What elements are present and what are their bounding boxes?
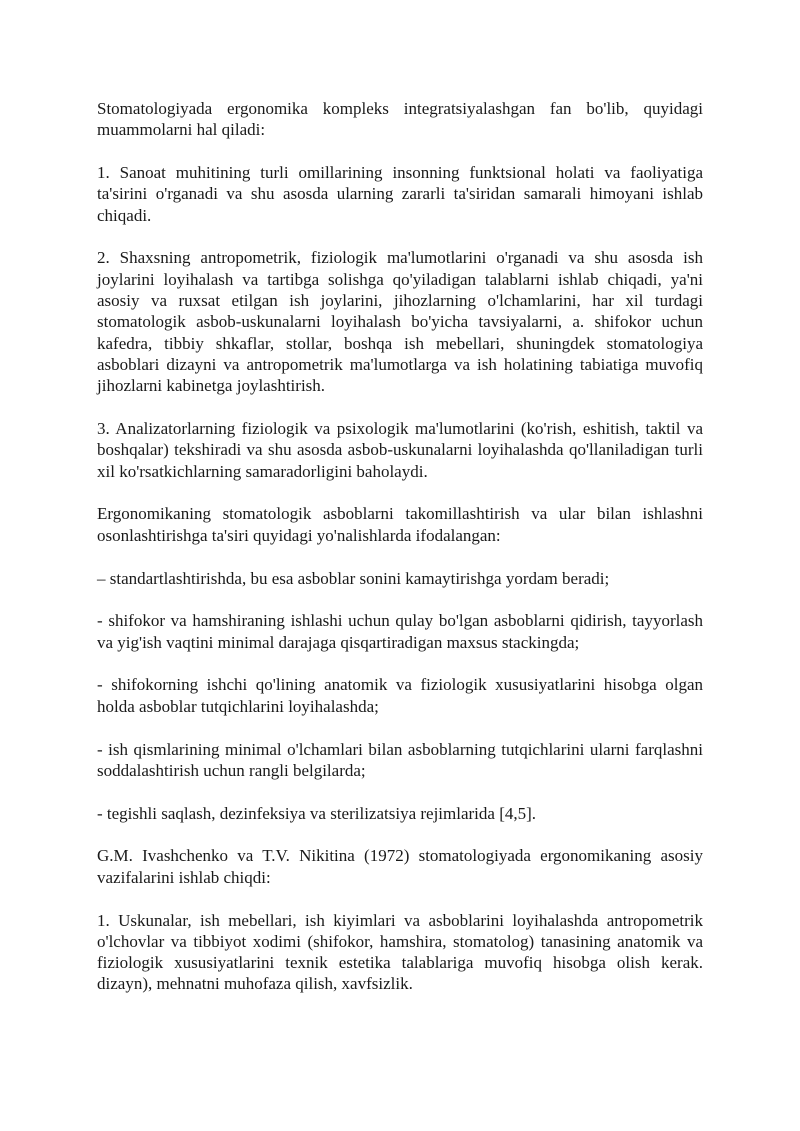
ivashchenko-intro-paragraph: G.M. Ivashchenko va T.V. Nikitina (1972) stomatologiyada ergonomikaning asosiy vazifalarini ishlab chiqdi: [97,846,703,887]
direction-handles-item: - shifokorning ishchi qo'lining anatomik va fiziologik xususiyatlarini hisobga olgan holda asboblar tutqichlarini loyihalashda; [97,675,703,716]
task-1-paragraph: 1. Sanoat muhitining turli omillarining insonning funktsional holati va faoliyatiga ta'sirini o'rganadi va shu asosda ularning zararli ta'siridan samarali himoyani ishlab chiqadi. [97,163,703,225]
direction-stacking-item: - shifokor va hamshiraning ishlashi uchun qulay bo'lgan asboblarni qidirish, tayyorlash va yig'ish vaqtini minimal darajaga qisqartiradigan maxsus stackingda; [97,611,703,652]
intro-paragraph: Stomatologiyada ergonomika kompleks integratsiyalashgan fan bo'lib, quyidagi muammolarni hal qiladi: [97,99,703,140]
direction-standardization-item: – standartlashtirishda, bu esa asboblar sonini kamaytirishga yordam beradi; [97,568,610,588]
task-2-paragraph: 2. Shaxsning antropometrik, fiziologik ma'lumotlarini o'rganadi va shu asosda ish joylarini loyihalash va tartibga solishga qo'yiladigan talablarni ishlab chiqadi, ya'ni asosiy va ruxsat etilgan ish joylarini, jihozlarning o'lchamlarini, har xil turdagi stomatologik asbob-uskunalarni loyihalash bo'yicha tavsiyalarni, a. shifokor uchun kafedra, tibbiy shkaflar, stollar, boshqa ish mebellari, shuningdek stomatologiya asboblari dizayni va antropometrik ma'lumotlarga va ish holatining tabiatiga muvofiq jihozlarni kabinetga joylashtirish. [97,248,703,396]
ivashchenko-task-1-paragraph: 1. Uskunalar, ish mebellari, ish kiyimlari va asboblarini loyihalashda antropometrik o'lchovlar va tibbiyot xodimi (shifokor, hamshira, stomatolog) tanasining anatomik va fiziologik xususiyatlarini texnik estetika talablariga muvofiq hisobga olish kerak. dizayn), mehnatni muhofaza qilish, xavfsizlik. [97,910,703,994]
task-3-paragraph: 3. Analizatorlarning fiziologik va psixologik ma'lumotlarini (ko'rish, eshitish, taktil va boshqalar) tekshiradi va shu asosda asbob-uskunalarni loyihalashda qo'llaniladigan turli xil ko'rsatkichlarning samaradorligini baholaydi. [97,419,703,481]
document-page [97,98,703,995]
direction-color-marking-item: - ish qismlarining minimal o'lchamlari bilan asboblarning tutqichlarini ularni farqlashni soddalashtirish uchun rangli belgilarda; [97,739,703,780]
directions-intro-paragraph: Ergonomikaning stomatologik asboblarni takomillashtirish va ular bilan ishlashni osonlashtirishga ta'siri quyidagi yo'nalishlarda ifodalangan: [97,504,703,545]
direction-sterilization-item: - tegishli saqlash, dezinfeksiya va sterilizatsiya rejimlarida [4,5]. [97,803,537,823]
